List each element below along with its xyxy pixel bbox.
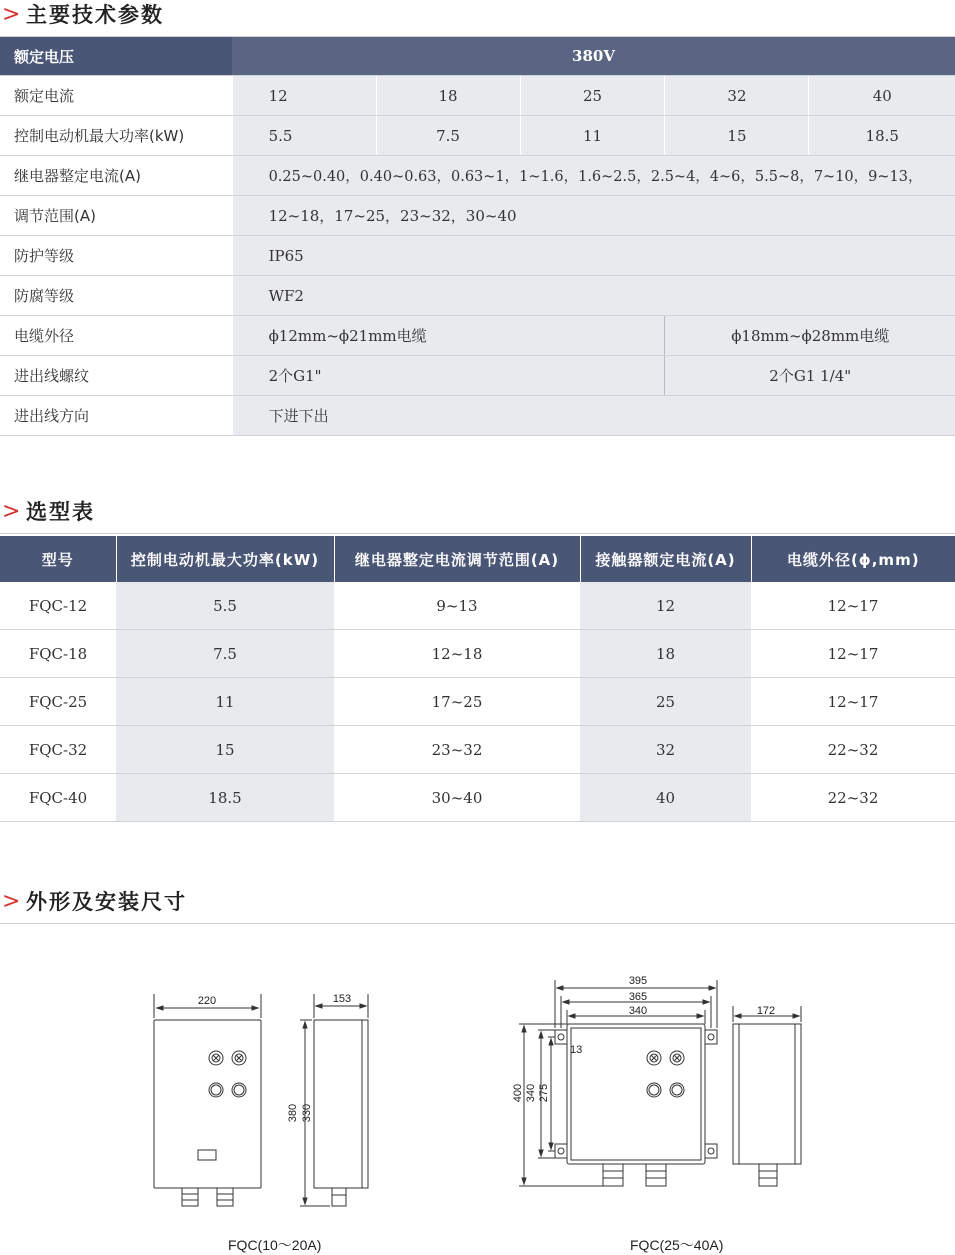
spec-label: 进出线方向 — [0, 396, 232, 436]
table-row — [0, 582, 955, 630]
spec-label: 额定电流 — [0, 76, 232, 116]
spec-row-current — [0, 76, 955, 116]
dim-large-depth: 172 — [756, 1005, 776, 1017]
spec-row-direction — [0, 396, 955, 436]
chevron-right-icon: > — [2, 2, 21, 27]
spec-label: 电缆外径 — [0, 316, 232, 356]
table-cell: 7.5 — [116, 630, 334, 678]
model-cell: FQC-32 — [0, 726, 116, 774]
section-title-text: 选型表 — [26, 500, 95, 524]
spec-value: IP65 — [232, 236, 955, 276]
spec-row-power — [0, 116, 955, 156]
spec-cell: 12 — [232, 76, 376, 116]
model-cell: FQC-25 — [0, 678, 116, 726]
section-title-text: 外形及安装尺寸 — [26, 890, 187, 914]
spec-cell: 7.5 — [376, 116, 520, 156]
spec-row-range — [0, 196, 955, 236]
dim-small-depth: 153 — [332, 993, 352, 1005]
spec-label: 继电器整定电流(A) — [0, 156, 232, 196]
table-cell: 9~13 — [334, 582, 580, 630]
table-cell: 23~32 — [334, 726, 580, 774]
dim-large-offset: 13 — [570, 1044, 583, 1056]
spec-label: 进出线螺纹 — [0, 356, 232, 396]
selection-header: 继电器整定电流调节范围(A) — [334, 536, 580, 582]
spec-cell: 11 — [520, 116, 665, 156]
table-cell: 15 — [116, 726, 334, 774]
spec-row-anticorrosion — [0, 276, 955, 316]
spec-row-voltage — [0, 37, 955, 76]
spec-row-protection — [0, 236, 955, 276]
table-row — [0, 726, 955, 774]
large-side-view — [733, 1006, 801, 1186]
table-cell: 30~40 — [334, 774, 580, 822]
large-front-view — [519, 980, 717, 1186]
spec-cell: 25 — [520, 76, 665, 116]
spec-cell: 18 — [376, 76, 520, 116]
spec-table — [0, 37, 955, 436]
spec-row-thread — [0, 356, 955, 396]
dim-large-width-outer: 395 — [628, 975, 648, 987]
spec-value: 2个G1" — [232, 356, 665, 396]
table-cell: 22~32 — [751, 726, 955, 774]
dim-large-width-inner: 340 — [628, 1005, 648, 1017]
table-cell: 17~25 — [334, 678, 580, 726]
spec-value: 下进下出 — [232, 396, 955, 436]
spec-cell: 5.5 — [232, 116, 376, 156]
table-cell: 12~17 — [751, 582, 955, 630]
table-row — [0, 678, 955, 726]
spec-value: 2个G1 1/4" — [665, 356, 955, 396]
spec-label: 控制电动机最大功率(kW) — [0, 116, 232, 156]
section-title-specs — [0, 0, 955, 37]
selection-header: 控制电动机最大功率(kW) — [116, 536, 334, 582]
spec-cell: 18.5 — [809, 116, 955, 156]
section-title-selection — [0, 497, 955, 534]
selection-header: 型号 — [0, 536, 116, 582]
table-cell: 18 — [580, 630, 751, 678]
spec-value: 380V — [232, 37, 955, 76]
dim-large-height-outer: 400 — [512, 1083, 524, 1103]
chevron-right-icon: > — [2, 499, 21, 524]
selection-table — [0, 536, 955, 822]
dim-small-width: 220 — [197, 995, 217, 1007]
spec-cell: 15 — [665, 116, 809, 156]
spec-label: 额定电压 — [0, 37, 232, 76]
model-cell: FQC-18 — [0, 630, 116, 678]
drawing-caption-large: FQC(25～40A) — [630, 1237, 724, 1253]
dim-large-height-inner: 275 — [538, 1083, 550, 1103]
spec-cell: 40 — [809, 76, 955, 116]
small-side-view — [300, 994, 368, 1206]
spec-label: 调节范围(A) — [0, 196, 232, 236]
selection-header: 接触器额定电流(A) — [580, 536, 751, 582]
table-cell: 25 — [580, 678, 751, 726]
dimension-drawings — [0, 950, 955, 1250]
spec-value: WF2 — [232, 276, 955, 316]
section-title-dimensions — [0, 887, 955, 924]
table-row — [0, 774, 955, 822]
dim-large-width-mid: 365 — [628, 991, 648, 1003]
spec-label: 防护等级 — [0, 236, 232, 276]
spec-value: 12~18，17~25，23~32，30~40 — [232, 196, 955, 236]
table-cell: 22~32 — [751, 774, 955, 822]
small-front-view — [154, 994, 261, 1206]
table-cell: 18.5 — [116, 774, 334, 822]
table-cell: 12~17 — [751, 630, 955, 678]
spec-value: 0.25~0.40，0.40~0.63，0.63~1，1~1.6，1.6~2.5，2.5~4，4~6，5.5~8，7~10，9~13， — [232, 156, 955, 196]
spec-label: 防腐等级 — [0, 276, 232, 316]
table-cell: 12~17 — [751, 678, 955, 726]
table-cell: 12~18 — [334, 630, 580, 678]
selection-header: 电缆外径(ϕ,mm) — [751, 536, 955, 582]
table-cell: 32 — [580, 726, 751, 774]
table-row — [0, 630, 955, 678]
spec-value: ϕ12mm~ϕ21mm电缆 — [232, 316, 665, 356]
drawing-caption-small: FQC(10～20A) — [228, 1237, 322, 1253]
table-cell: 11 — [116, 678, 334, 726]
dim-small-height-inner: 330 — [301, 1103, 313, 1123]
spec-row-cable — [0, 316, 955, 356]
table-cell: 40 — [580, 774, 751, 822]
table-cell: 5.5 — [116, 582, 334, 630]
spec-row-relay — [0, 156, 955, 196]
dim-small-height-outer: 380 — [287, 1103, 299, 1123]
selection-header-row — [0, 536, 955, 582]
model-cell: FQC-12 — [0, 582, 116, 630]
spec-value: ϕ18mm~ϕ28mm电缆 — [665, 316, 955, 356]
chevron-right-icon: > — [2, 889, 21, 914]
section-title-text: 主要技术参数 — [26, 3, 164, 27]
spec-cell: 32 — [665, 76, 809, 116]
table-cell: 12 — [580, 582, 751, 630]
dim-large-height-mid: 340 — [525, 1083, 537, 1103]
model-cell: FQC-40 — [0, 774, 116, 822]
